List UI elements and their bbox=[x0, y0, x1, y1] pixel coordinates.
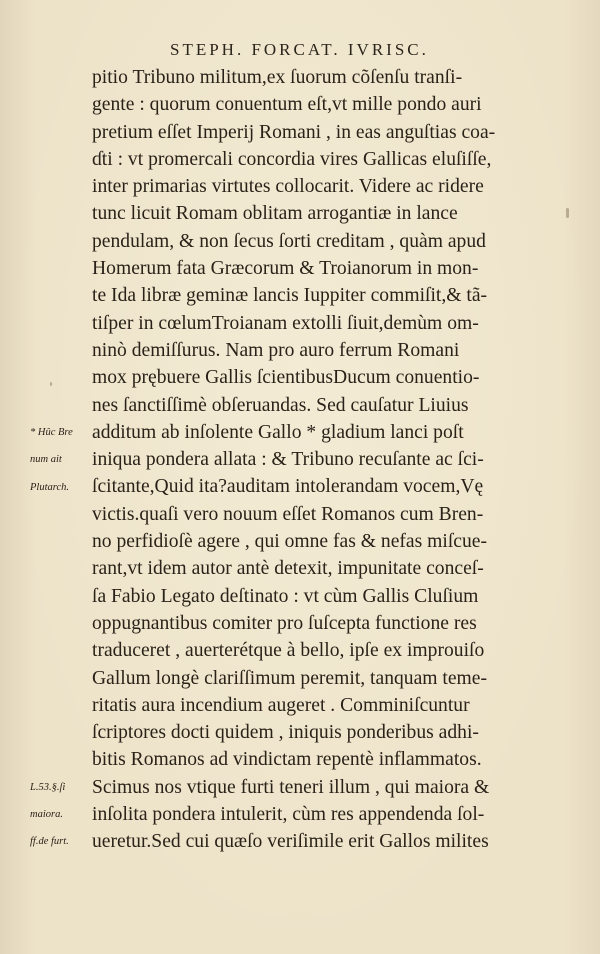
running-head: STEPH. FORCAT. IVRISC. bbox=[170, 40, 429, 59]
text-line: pitio Tribuno militum,ex ſuorum cõſenſu tranſi- bbox=[92, 67, 463, 88]
text-line: ſcitante,Quid ita?auditam intolerandam vocem,Vę bbox=[92, 476, 484, 498]
text-line: oppugnantibus comiter pro ſuſcepta functione res bbox=[92, 612, 477, 634]
margin-note: L.53.§.ſi bbox=[30, 781, 66, 793]
ink-speck bbox=[50, 382, 52, 386]
margin-note: * Hûc Bre bbox=[30, 426, 73, 438]
text-line: Gallum longè clariſſimum peremit, tanquam teme- bbox=[92, 667, 488, 689]
margin-note: maiora. bbox=[30, 809, 63, 821]
text-line: tunc licuit Romam oblitam arrogantiæ in lance bbox=[92, 203, 458, 225]
text-line: victis.quaſi vero nouum eſſet Romanos cum Bren- bbox=[92, 503, 484, 525]
text-line: nes ſanctiſſimè obſeruandas. Sed cauſatur Liuius bbox=[92, 394, 469, 416]
text-line: pretium eſſet Imperij Romani , in eas anguſtias coa- bbox=[92, 121, 496, 143]
text-line: rant,vt idem autor antè detexit, impunitate conceſ- bbox=[92, 558, 484, 580]
text-line: no perfidioſè agere , qui omne fas & nefas miſcue- bbox=[92, 531, 487, 553]
text-line: pendulam, & non ſecus ſorti creditam , quàm apud bbox=[92, 230, 486, 252]
text-line: bitis Romanos ad vindictam repentè inflammatos. bbox=[92, 749, 482, 771]
margin-note: Plutarch. bbox=[30, 481, 69, 493]
text-line: inſolita pondera intulerit, cùm res appendenda ſol- bbox=[92, 804, 485, 826]
text-line: gente : quorum conuentum eſt,vt mille pondo auri bbox=[92, 94, 482, 116]
text-line: Scimus nos vtique furti teneri illum , qui maiora & bbox=[92, 776, 490, 798]
text-line: ueretur.Sed cui quæſo veriſimile erit Gallos milites bbox=[92, 831, 489, 853]
body-text bbox=[92, 64, 572, 856]
text-line: additum ab inſolente Gallo * gladium lanci poſt bbox=[92, 421, 464, 443]
text-line: traduceret , auerterétque à bello, ipſe ex improuiſo bbox=[92, 640, 485, 662]
text-line: ritatis aura incendium augeret . Comminiſcuntur bbox=[92, 694, 470, 716]
text-line: ſcriptores docti quidem , iniquis ponderibus adhi- bbox=[92, 722, 479, 744]
ink-speck bbox=[566, 208, 569, 218]
text-line: tiſper in cœlumTroianam extolli ſiuit,demùm om- bbox=[92, 312, 479, 334]
text-line: iniqua pondera allata : & Tribuno recuſante ac ſci- bbox=[92, 449, 484, 471]
text-line: ninò demiſſurus. Nam pro auro ferrum Romani bbox=[92, 339, 460, 361]
text-line: inter primarias virtutes collocarit. Videre ac ridere bbox=[92, 176, 484, 198]
text-line: mox prębuere Gallis ſcientibusDucum conuentio- bbox=[92, 367, 480, 389]
margin-note: num ait bbox=[30, 454, 62, 466]
text-line: ſa Fabio Legato deſtinato : vt cùm Gallis Cluſium bbox=[92, 585, 479, 607]
text-line: Homerum fata Græcorum & Troianorum in mon- bbox=[92, 258, 479, 280]
margin-note: ff.de furt. bbox=[30, 836, 69, 848]
text-line: ɗti : vt promercali concordia vires Gallicas eluſiſſe, bbox=[92, 148, 492, 170]
text-line: te Ida libræ geminæ lancis Iuppiter commiſit,& tã- bbox=[92, 285, 488, 307]
